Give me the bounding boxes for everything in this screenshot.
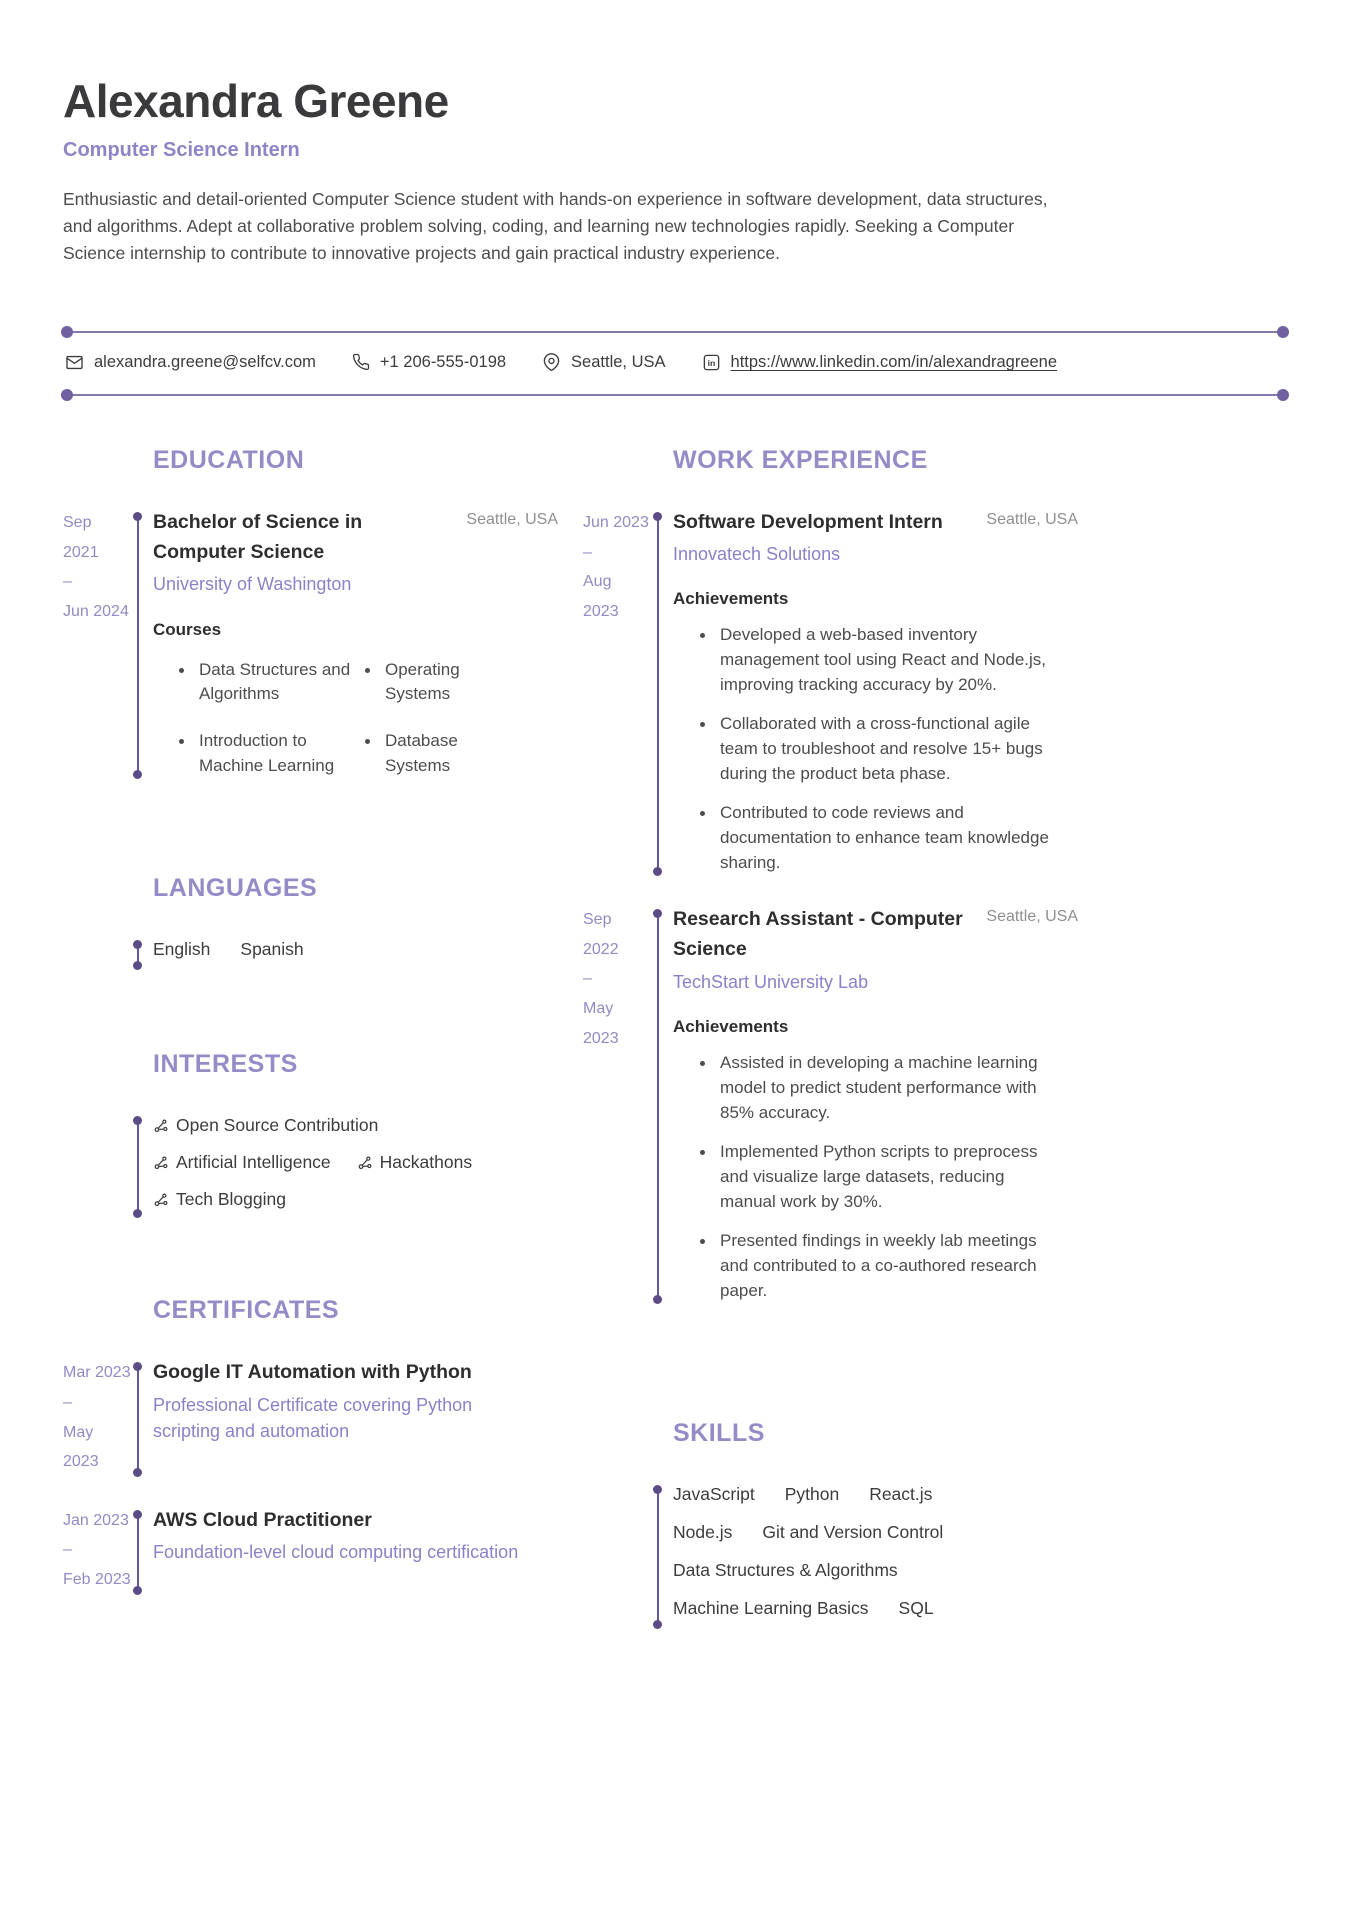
- timeline-dot: [133, 1586, 142, 1595]
- linkedin-link[interactable]: [702, 353, 1058, 372]
- entry-dates-empty: [63, 935, 131, 970]
- contact-location: [542, 353, 665, 372]
- email-icon: [65, 353, 84, 372]
- contact-row: [63, 333, 1287, 394]
- certificates-heading: CERTIFICATES: [153, 1296, 340, 1325]
- entry-dates: [583, 904, 651, 1303]
- entry-location: Seattle, USA: [466, 510, 558, 528]
- skill-item: Python: [784, 1483, 840, 1504]
- company-name: Innovatech Solutions: [673, 544, 841, 565]
- bullet-dot: [365, 739, 370, 744]
- timeline-dot: [133, 1209, 142, 1218]
- section-languages: [63, 874, 558, 970]
- timeline-rail: [651, 507, 673, 876]
- section-skills: [583, 1419, 1078, 1629]
- job-title: Software Development Intern: [673, 510, 943, 533]
- section-interests: [63, 1050, 558, 1218]
- timeline-rail: [131, 1357, 153, 1476]
- languages-entry: [63, 935, 558, 970]
- section-education: [63, 446, 558, 779]
- person-name: Alexandra Greene: [63, 75, 449, 127]
- achievements-label: Achievements: [673, 589, 789, 609]
- entry-dates: [63, 1357, 131, 1476]
- date-separator: –: [583, 970, 592, 988]
- right-column: [583, 396, 1078, 1629]
- contact-band: [63, 331, 1287, 396]
- date-from: Sep 2022: [583, 911, 619, 958]
- section-certificates: [63, 1296, 558, 1594]
- date-separator: –: [583, 543, 592, 561]
- language-item: Spanish: [240, 939, 304, 960]
- interest-text: Artificial Intelligence: [176, 1152, 331, 1173]
- phone-icon: [352, 353, 370, 371]
- achievement-text: Collaborated with a cross-functional agile team to troubleshoot and resolve 15+ bugs during the product beta phase.: [720, 714, 1043, 784]
- work-entry: [583, 507, 1078, 876]
- date-to: May 2023: [63, 1423, 99, 1471]
- divider-dot: [61, 326, 73, 338]
- skill-item: Git and Version Control: [762, 1521, 944, 1542]
- course-item: [179, 729, 355, 779]
- achievement-item: [700, 1051, 1078, 1126]
- divider-bottom: [63, 394, 1287, 396]
- achievement-item: [700, 1140, 1078, 1215]
- interest-item: [153, 1152, 331, 1173]
- timeline-dot: [653, 867, 662, 876]
- divider-dot: [1277, 389, 1289, 401]
- date-from: Jan 2023: [63, 1511, 129, 1529]
- timeline-dot: [653, 1295, 662, 1304]
- date-from: Mar 2023: [63, 1364, 131, 1382]
- interest-item: [153, 1189, 286, 1210]
- interests-heading: INTERESTS: [153, 1050, 298, 1079]
- achievement-text: Presented findings in weekly lab meetings and contributed to a co-authored research paper.: [720, 1230, 1037, 1300]
- skill-item: React.js: [869, 1483, 933, 1504]
- bullet-dot: [700, 811, 705, 816]
- course-text: Database Systems: [385, 731, 458, 776]
- achievement-item: [700, 712, 1078, 787]
- date-to: Aug 2023: [583, 573, 619, 620]
- interest-text: Open Source Contribution: [176, 1115, 379, 1136]
- education-entry: [63, 507, 558, 779]
- education-heading: EDUCATION: [153, 445, 305, 474]
- timeline-rail: [651, 1480, 673, 1629]
- achievements-list: [673, 1051, 1078, 1304]
- bullet-dot: [179, 668, 184, 673]
- degree-title: Bachelor of Science in Computer Science: [153, 510, 363, 564]
- date-separator: –: [63, 1541, 72, 1559]
- date-separator: –: [63, 1394, 72, 1412]
- skill-item: Data Structures & Algorithms: [673, 1559, 898, 1580]
- date-from: Jun 2023: [583, 513, 649, 531]
- school-name: University of Washington: [153, 574, 352, 595]
- course-item: [365, 658, 523, 708]
- bullet-dot: [365, 668, 370, 673]
- bullet-dot: [179, 739, 184, 744]
- linkedin-icon: [702, 353, 721, 372]
- courses-label: Courses: [153, 619, 222, 639]
- skills-heading: SKILLS: [673, 1418, 765, 1447]
- bullet-dot: [700, 1150, 705, 1155]
- entry-location: Seattle, USA: [986, 908, 1078, 926]
- entry-dates: [63, 507, 131, 779]
- phone-text: +1 206-555-0198: [379, 352, 507, 371]
- skills-list: [673, 1480, 1013, 1629]
- skill-item: Node.js: [673, 1521, 733, 1542]
- interest-text: Hackathons: [379, 1152, 473, 1173]
- resume-body: [63, 396, 1287, 1629]
- achievement-text: Contributed to code reviews and documentation to enhance team knowledge sharing.: [720, 803, 1049, 873]
- timeline-rail: [131, 935, 153, 970]
- contact-phone: [352, 353, 506, 372]
- certificate-entry: [63, 1505, 558, 1595]
- certificate-description: Foundation-level cloud computing certification: [153, 1542, 519, 1563]
- timeline-dot: [133, 770, 142, 779]
- entry-dates: [583, 507, 651, 876]
- course-text: Data Structures and Algorithms: [199, 659, 351, 704]
- interest-text: Tech Blogging: [176, 1189, 286, 1210]
- achievement-text: Implemented Python scripts to preprocess and visualize large datasets, reducing manual work by 30%.: [720, 1141, 1038, 1211]
- timeline-rail: [651, 904, 673, 1303]
- achievements-label: Achievements: [673, 1016, 789, 1036]
- interest-item: [153, 1115, 378, 1136]
- languages-heading: LANGUAGES: [153, 874, 318, 903]
- course-text: Operating Systems: [385, 659, 460, 704]
- timeline-rail: [131, 1505, 153, 1595]
- course-text: Introduction to Machine Learning: [199, 731, 335, 776]
- skills-entry: [583, 1480, 1078, 1629]
- timeline-dot: [133, 1468, 142, 1477]
- timeline-dot: [133, 961, 142, 970]
- network-icon: [153, 1192, 169, 1208]
- location-text: Seattle, USA: [571, 352, 666, 371]
- divider-top: [63, 331, 1287, 333]
- certificate-name: Google IT Automation with Python: [153, 1361, 472, 1384]
- achievement-item: [700, 1229, 1078, 1304]
- skill-item: Machine Learning Basics: [673, 1597, 869, 1618]
- skill-item: JavaScript: [673, 1483, 755, 1504]
- skill-item: SQL: [898, 1597, 934, 1618]
- job-title: Research Assistant - Computer Science: [673, 908, 963, 961]
- date-to: Jun 2024: [63, 602, 129, 620]
- divider-dot: [1277, 326, 1289, 338]
- divider-dot: [61, 389, 73, 401]
- date-to: Feb 2023: [63, 1571, 131, 1588]
- linkedin-url: https://www.linkedin.com/in/alexandragreene: [730, 352, 1058, 371]
- network-icon: [153, 1155, 169, 1171]
- resume-header: [63, 76, 1287, 267]
- achievement-text: Assisted in developing a machine learning model to predict student performance with 85% accuracy.: [720, 1052, 1038, 1122]
- entry-dates-empty: [63, 1111, 131, 1218]
- achievement-item: [700, 623, 1078, 698]
- work-heading: WORK EXPERIENCE: [673, 445, 928, 474]
- bullet-dot: [700, 722, 705, 727]
- timeline-rail: [131, 507, 153, 779]
- interests-entry: [63, 1111, 558, 1218]
- bullet-dot: [700, 1061, 705, 1066]
- person-title: Computer Science Intern: [63, 138, 300, 161]
- section-work-experience: [583, 446, 1078, 1304]
- certificate-entry: [63, 1357, 558, 1476]
- certificate-name: AWS Cloud Practitioner: [153, 1508, 372, 1531]
- achievement-item: [700, 801, 1078, 876]
- network-icon: [153, 1118, 169, 1134]
- languages-list: [153, 935, 558, 970]
- date-to: May 2023: [583, 999, 619, 1047]
- course-item: [365, 729, 523, 779]
- certificate-description: Professional Certificate covering Python scripting and automation: [153, 1394, 473, 1441]
- email-text: alexandra.greene@selfcv.com: [94, 352, 316, 371]
- achievements-list: [673, 623, 1078, 876]
- entry-dates-empty: [583, 1480, 651, 1629]
- entry-location: Seattle, USA: [986, 510, 1078, 528]
- entry-dates: [63, 1505, 131, 1595]
- location-pin-icon: [542, 353, 561, 372]
- course-item: [179, 658, 355, 708]
- contact-email: [65, 353, 316, 372]
- network-icon: [357, 1155, 373, 1171]
- bullet-dot: [700, 633, 705, 638]
- timeline-rail: [131, 1111, 153, 1218]
- courses-list: [153, 658, 558, 780]
- achievement-text: Developed a web-based inventory management tool using React and Node.js, improving tracking accuracy by 20%.: [720, 625, 1047, 695]
- entry-content: [153, 507, 558, 779]
- left-column: [63, 396, 558, 1595]
- summary-text: Enthusiastic and detail-oriented Computer Science student with hands-on experience in software development, data structures, and algorithms. Adept at collaborative problem solving, coding, and learning new technologies rapidly. Seeking a Computer Science internship to contribute to innovative projects and gain practical industry experience.: [63, 188, 1048, 263]
- language-item: English: [153, 939, 211, 960]
- timeline-dot: [653, 1620, 662, 1629]
- interest-item: [357, 1152, 472, 1173]
- company-name: TechStart University Lab: [673, 971, 869, 992]
- work-entry: [583, 904, 1078, 1303]
- date-from: Sep 2021: [63, 513, 99, 561]
- date-separator: –: [63, 573, 72, 591]
- bullet-dot: [700, 1239, 705, 1244]
- interests-list: [153, 1111, 513, 1218]
- svg-text:in: in: [707, 358, 715, 369]
